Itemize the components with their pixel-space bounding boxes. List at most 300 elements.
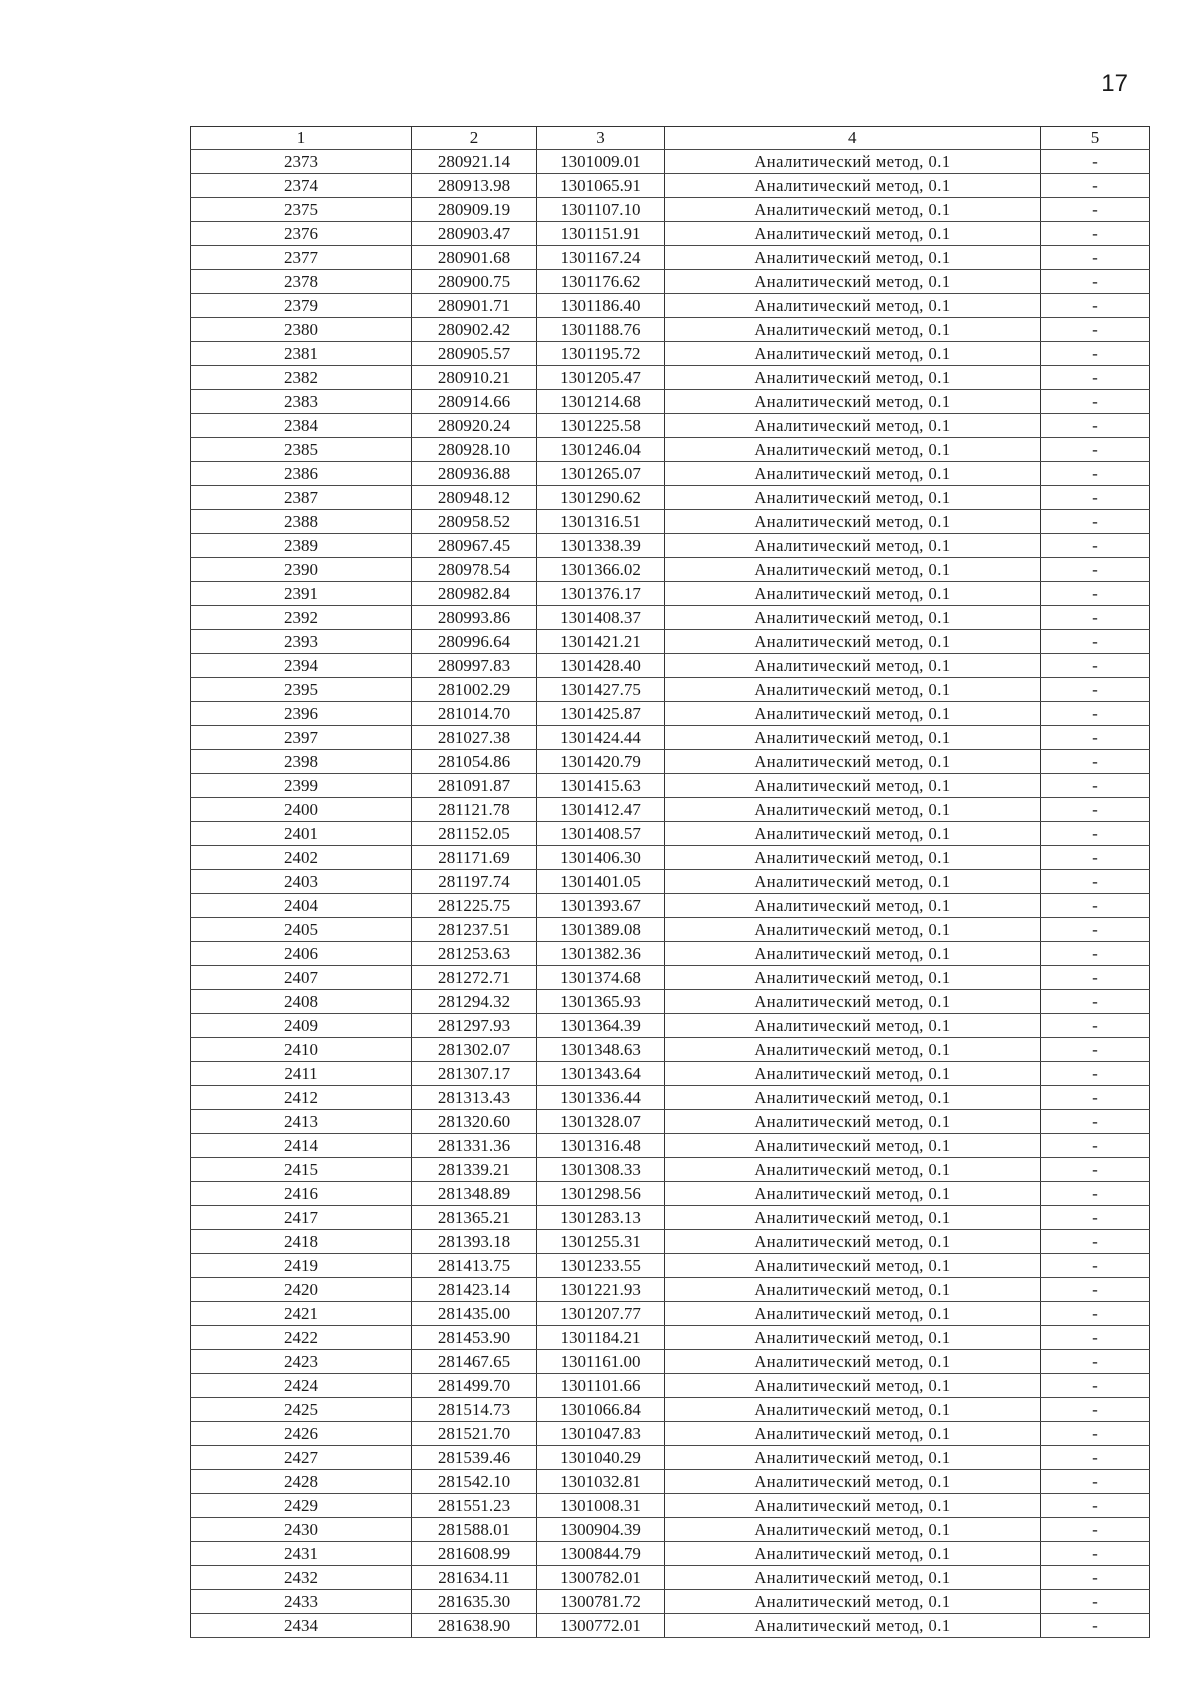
y-coordinate-cell: 1301008.31 (537, 1494, 665, 1518)
method-cell: Аналитический метод, 0.1 (665, 1422, 1041, 1446)
note-cell: - (1041, 1374, 1150, 1398)
method-cell: Аналитический метод, 0.1 (665, 774, 1041, 798)
method-cell: Аналитический метод, 0.1 (665, 1062, 1041, 1086)
coordinates-table (190, 126, 1150, 1638)
y-coordinate-cell: 1301151.91 (537, 222, 665, 246)
table-body (191, 150, 1150, 1638)
x-coordinate-cell: 281551.23 (412, 1494, 537, 1518)
x-coordinate-cell: 281237.51 (412, 918, 537, 942)
table-row (191, 1614, 1150, 1638)
method-cell: Аналитический метод, 0.1 (665, 150, 1041, 174)
point-number-cell: 2392 (191, 606, 412, 630)
note-cell: - (1041, 390, 1150, 414)
method-cell: Аналитический метод, 0.1 (665, 1326, 1041, 1350)
table-row (191, 1134, 1150, 1158)
note-cell: - (1041, 726, 1150, 750)
point-number-cell: 2400 (191, 798, 412, 822)
x-coordinate-cell: 280910.21 (412, 366, 537, 390)
point-number-cell: 2402 (191, 846, 412, 870)
x-coordinate-cell: 281313.43 (412, 1086, 537, 1110)
y-coordinate-cell: 1301365.93 (537, 990, 665, 1014)
note-cell: - (1041, 1614, 1150, 1638)
y-coordinate-cell: 1301374.68 (537, 966, 665, 990)
method-cell: Аналитический метод, 0.1 (665, 438, 1041, 462)
point-number-cell: 2390 (191, 558, 412, 582)
y-coordinate-cell: 1301047.83 (537, 1422, 665, 1446)
note-cell: - (1041, 870, 1150, 894)
point-number-cell: 2433 (191, 1590, 412, 1614)
method-cell: Аналитический метод, 0.1 (665, 678, 1041, 702)
method-cell: Аналитический метод, 0.1 (665, 1278, 1041, 1302)
x-coordinate-cell: 281320.60 (412, 1110, 537, 1134)
y-coordinate-cell: 1301343.64 (537, 1062, 665, 1086)
y-coordinate-cell: 1301338.39 (537, 534, 665, 558)
y-coordinate-cell: 1301393.67 (537, 894, 665, 918)
x-coordinate-cell: 281171.69 (412, 846, 537, 870)
table-row (191, 1470, 1150, 1494)
x-coordinate-cell: 281413.75 (412, 1254, 537, 1278)
method-cell: Аналитический метод, 0.1 (665, 702, 1041, 726)
point-number-cell: 2411 (191, 1062, 412, 1086)
x-coordinate-cell: 280900.75 (412, 270, 537, 294)
note-cell: - (1041, 510, 1150, 534)
note-cell: - (1041, 1230, 1150, 1254)
note-cell: - (1041, 630, 1150, 654)
table-row (191, 654, 1150, 678)
x-coordinate-cell: 281365.21 (412, 1206, 537, 1230)
method-cell: Аналитический метод, 0.1 (665, 534, 1041, 558)
table-row (191, 534, 1150, 558)
table-row (191, 1158, 1150, 1182)
x-coordinate-cell: 280914.66 (412, 390, 537, 414)
point-number-cell: 2382 (191, 366, 412, 390)
y-coordinate-cell: 1301221.93 (537, 1278, 665, 1302)
note-cell: - (1041, 1470, 1150, 1494)
note-cell: - (1041, 1086, 1150, 1110)
method-cell: Аналитический метод, 0.1 (665, 1230, 1041, 1254)
x-coordinate-cell: 280958.52 (412, 510, 537, 534)
note-cell: - (1041, 798, 1150, 822)
point-number-cell: 2396 (191, 702, 412, 726)
y-coordinate-cell: 1301188.76 (537, 318, 665, 342)
point-number-cell: 2401 (191, 822, 412, 846)
method-cell: Аналитический метод, 0.1 (665, 1398, 1041, 1422)
x-coordinate-cell: 281608.99 (412, 1542, 537, 1566)
method-cell: Аналитический метод, 0.1 (665, 942, 1041, 966)
point-number-cell: 2422 (191, 1326, 412, 1350)
note-cell: - (1041, 846, 1150, 870)
table-row (191, 774, 1150, 798)
method-cell: Аналитический метод, 0.1 (665, 1134, 1041, 1158)
table-row (191, 558, 1150, 582)
x-coordinate-cell: 281521.70 (412, 1422, 537, 1446)
y-coordinate-cell: 1301406.30 (537, 846, 665, 870)
x-coordinate-cell: 280967.45 (412, 534, 537, 558)
point-number-cell: 2414 (191, 1134, 412, 1158)
point-number-cell: 2408 (191, 990, 412, 1014)
point-number-cell: 2417 (191, 1206, 412, 1230)
table-row (191, 630, 1150, 654)
table-row (191, 1422, 1150, 1446)
x-coordinate-cell: 281393.18 (412, 1230, 537, 1254)
y-coordinate-cell: 1301265.07 (537, 462, 665, 486)
column-header-4: 4 (665, 127, 1041, 150)
method-cell: Аналитический метод, 0.1 (665, 750, 1041, 774)
y-coordinate-cell: 1301233.55 (537, 1254, 665, 1278)
point-number-cell: 2416 (191, 1182, 412, 1206)
method-cell: Аналитический метод, 0.1 (665, 894, 1041, 918)
point-number-cell: 2398 (191, 750, 412, 774)
table-row (191, 1038, 1150, 1062)
x-coordinate-cell: 281348.89 (412, 1182, 537, 1206)
table-row (191, 726, 1150, 750)
point-number-cell: 2423 (191, 1350, 412, 1374)
point-number-cell: 2388 (191, 510, 412, 534)
note-cell: - (1041, 1110, 1150, 1134)
point-number-cell: 2418 (191, 1230, 412, 1254)
y-coordinate-cell: 1301032.81 (537, 1470, 665, 1494)
point-number-cell: 2421 (191, 1302, 412, 1326)
x-coordinate-cell: 280913.98 (412, 174, 537, 198)
method-cell: Аналитический метод, 0.1 (665, 582, 1041, 606)
x-coordinate-cell: 281014.70 (412, 702, 537, 726)
point-number-cell: 2391 (191, 582, 412, 606)
note-cell: - (1041, 1494, 1150, 1518)
y-coordinate-cell: 1301161.00 (537, 1350, 665, 1374)
note-cell: - (1041, 366, 1150, 390)
y-coordinate-cell: 1301376.17 (537, 582, 665, 606)
note-cell: - (1041, 1278, 1150, 1302)
x-coordinate-cell: 280948.12 (412, 486, 537, 510)
method-cell: Аналитический метод, 0.1 (665, 1446, 1041, 1470)
table-row (191, 606, 1150, 630)
y-coordinate-cell: 1301107.10 (537, 198, 665, 222)
note-cell: - (1041, 1014, 1150, 1038)
method-cell: Аналитический метод, 0.1 (665, 846, 1041, 870)
point-number-cell: 2393 (191, 630, 412, 654)
note-cell: - (1041, 894, 1150, 918)
point-number-cell: 2406 (191, 942, 412, 966)
x-coordinate-cell: 281302.07 (412, 1038, 537, 1062)
x-coordinate-cell: 280901.68 (412, 246, 537, 270)
table-row (191, 366, 1150, 390)
x-coordinate-cell: 280936.88 (412, 462, 537, 486)
table-row (191, 438, 1150, 462)
table-row (191, 1566, 1150, 1590)
method-cell: Аналитический метод, 0.1 (665, 1086, 1041, 1110)
method-cell: Аналитический метод, 0.1 (665, 1038, 1041, 1062)
note-cell: - (1041, 606, 1150, 630)
table-row (191, 1014, 1150, 1038)
table-row (191, 246, 1150, 270)
point-number-cell: 2383 (191, 390, 412, 414)
table-row (191, 510, 1150, 534)
note-cell: - (1041, 1398, 1150, 1422)
note-cell: - (1041, 198, 1150, 222)
point-number-cell: 2379 (191, 294, 412, 318)
x-coordinate-cell: 280921.14 (412, 150, 537, 174)
x-coordinate-cell: 281635.30 (412, 1590, 537, 1614)
table-row (191, 822, 1150, 846)
note-cell: - (1041, 558, 1150, 582)
table-row (191, 894, 1150, 918)
y-coordinate-cell: 1301328.07 (537, 1110, 665, 1134)
method-cell: Аналитический метод, 0.1 (665, 1014, 1041, 1038)
note-cell: - (1041, 1134, 1150, 1158)
y-coordinate-cell: 1301184.21 (537, 1326, 665, 1350)
note-cell: - (1041, 414, 1150, 438)
table-row (191, 150, 1150, 174)
column-header-2: 2 (412, 127, 537, 150)
method-cell: Аналитический метод, 0.1 (665, 630, 1041, 654)
table-row (191, 342, 1150, 366)
y-coordinate-cell: 1301421.21 (537, 630, 665, 654)
table-row (191, 1086, 1150, 1110)
y-coordinate-cell: 1301290.62 (537, 486, 665, 510)
table-row (191, 294, 1150, 318)
y-coordinate-cell: 1301336.44 (537, 1086, 665, 1110)
y-coordinate-cell: 1301255.31 (537, 1230, 665, 1254)
note-cell: - (1041, 438, 1150, 462)
note-cell: - (1041, 1038, 1150, 1062)
method-cell: Аналитический метод, 0.1 (665, 510, 1041, 534)
table-row (191, 750, 1150, 774)
point-number-cell: 2381 (191, 342, 412, 366)
x-coordinate-cell: 281467.65 (412, 1350, 537, 1374)
point-number-cell: 2375 (191, 198, 412, 222)
method-cell: Аналитический метод, 0.1 (665, 1614, 1041, 1638)
y-coordinate-cell: 1301246.04 (537, 438, 665, 462)
table-row (191, 270, 1150, 294)
y-coordinate-cell: 1301214.68 (537, 390, 665, 414)
x-coordinate-cell: 281542.10 (412, 1470, 537, 1494)
x-coordinate-cell: 281307.17 (412, 1062, 537, 1086)
x-coordinate-cell: 281539.46 (412, 1446, 537, 1470)
point-number-cell: 2427 (191, 1446, 412, 1470)
table-row (191, 1230, 1150, 1254)
table-row (191, 1374, 1150, 1398)
y-coordinate-cell: 1301420.79 (537, 750, 665, 774)
y-coordinate-cell: 1301424.44 (537, 726, 665, 750)
x-coordinate-cell: 281499.70 (412, 1374, 537, 1398)
point-number-cell: 2386 (191, 462, 412, 486)
y-coordinate-cell: 1300904.39 (537, 1518, 665, 1542)
table-header (191, 127, 1150, 150)
method-cell: Аналитический метод, 0.1 (665, 870, 1041, 894)
note-cell: - (1041, 1158, 1150, 1182)
y-coordinate-cell: 1301389.08 (537, 918, 665, 942)
note-cell: - (1041, 534, 1150, 558)
point-number-cell: 2432 (191, 1566, 412, 1590)
header-row (191, 127, 1150, 150)
y-coordinate-cell: 1301101.66 (537, 1374, 665, 1398)
point-number-cell: 2434 (191, 1614, 412, 1638)
x-coordinate-cell: 281027.38 (412, 726, 537, 750)
table-row (191, 1494, 1150, 1518)
table-row (191, 1062, 1150, 1086)
method-cell: Аналитический метод, 0.1 (665, 1302, 1041, 1326)
point-number-cell: 2384 (191, 414, 412, 438)
method-cell: Аналитический метод, 0.1 (665, 222, 1041, 246)
x-coordinate-cell: 280928.10 (412, 438, 537, 462)
y-coordinate-cell: 1301382.36 (537, 942, 665, 966)
x-coordinate-cell: 280901.71 (412, 294, 537, 318)
y-coordinate-cell: 1301225.58 (537, 414, 665, 438)
y-coordinate-cell: 1301425.87 (537, 702, 665, 726)
method-cell: Аналитический метод, 0.1 (665, 798, 1041, 822)
table-row (191, 1302, 1150, 1326)
y-coordinate-cell: 1301308.33 (537, 1158, 665, 1182)
point-number-cell: 2424 (191, 1374, 412, 1398)
x-coordinate-cell: 281435.00 (412, 1302, 537, 1326)
table-row (191, 1398, 1150, 1422)
point-number-cell: 2387 (191, 486, 412, 510)
x-coordinate-cell: 281272.71 (412, 966, 537, 990)
y-coordinate-cell: 1301040.29 (537, 1446, 665, 1470)
method-cell: Аналитический метод, 0.1 (665, 1518, 1041, 1542)
x-coordinate-cell: 281331.36 (412, 1134, 537, 1158)
note-cell: - (1041, 270, 1150, 294)
table-row (191, 990, 1150, 1014)
method-cell: Аналитический метод, 0.1 (665, 558, 1041, 582)
note-cell: - (1041, 942, 1150, 966)
method-cell: Аналитический метод, 0.1 (665, 1470, 1041, 1494)
x-coordinate-cell: 281638.90 (412, 1614, 537, 1638)
note-cell: - (1041, 678, 1150, 702)
note-cell: - (1041, 1446, 1150, 1470)
point-number-cell: 2404 (191, 894, 412, 918)
method-cell: Аналитический метод, 0.1 (665, 990, 1041, 1014)
table-row (191, 390, 1150, 414)
method-cell: Аналитический метод, 0.1 (665, 1566, 1041, 1590)
y-coordinate-cell: 1300844.79 (537, 1542, 665, 1566)
point-number-cell: 2409 (191, 1014, 412, 1038)
note-cell: - (1041, 342, 1150, 366)
y-coordinate-cell: 1301408.57 (537, 822, 665, 846)
method-cell: Аналитический метод, 0.1 (665, 342, 1041, 366)
method-cell: Аналитический метод, 0.1 (665, 1110, 1041, 1134)
table-row (191, 918, 1150, 942)
note-cell: - (1041, 1062, 1150, 1086)
table-row (191, 1182, 1150, 1206)
note-cell: - (1041, 1326, 1150, 1350)
note-cell: - (1041, 990, 1150, 1014)
x-coordinate-cell: 281054.86 (412, 750, 537, 774)
x-coordinate-cell: 280903.47 (412, 222, 537, 246)
note-cell: - (1041, 462, 1150, 486)
page-number: 17 (1101, 70, 1128, 97)
note-cell: - (1041, 174, 1150, 198)
x-coordinate-cell: 281152.05 (412, 822, 537, 846)
method-cell: Аналитический метод, 0.1 (665, 246, 1041, 270)
method-cell: Аналитический метод, 0.1 (665, 1158, 1041, 1182)
x-coordinate-cell: 281423.14 (412, 1278, 537, 1302)
point-number-cell: 2431 (191, 1542, 412, 1566)
y-coordinate-cell: 1301401.05 (537, 870, 665, 894)
table-row (191, 1278, 1150, 1302)
y-coordinate-cell: 1301167.24 (537, 246, 665, 270)
table-row (191, 846, 1150, 870)
x-coordinate-cell: 281588.01 (412, 1518, 537, 1542)
table-row (191, 1542, 1150, 1566)
method-cell: Аналитический метод, 0.1 (665, 366, 1041, 390)
y-coordinate-cell: 1301364.39 (537, 1014, 665, 1038)
table-row (191, 1110, 1150, 1134)
method-cell: Аналитический метод, 0.1 (665, 390, 1041, 414)
point-number-cell: 2374 (191, 174, 412, 198)
point-number-cell: 2420 (191, 1278, 412, 1302)
table-row (191, 1350, 1150, 1374)
point-number-cell: 2389 (191, 534, 412, 558)
y-coordinate-cell: 1301176.62 (537, 270, 665, 294)
x-coordinate-cell: 281253.63 (412, 942, 537, 966)
point-number-cell: 2395 (191, 678, 412, 702)
note-cell: - (1041, 918, 1150, 942)
note-cell: - (1041, 966, 1150, 990)
x-coordinate-cell: 281225.75 (412, 894, 537, 918)
method-cell: Аналитический метод, 0.1 (665, 318, 1041, 342)
note-cell: - (1041, 1542, 1150, 1566)
y-coordinate-cell: 1301415.63 (537, 774, 665, 798)
method-cell: Аналитический метод, 0.1 (665, 1494, 1041, 1518)
point-number-cell: 2397 (191, 726, 412, 750)
y-coordinate-cell: 1301205.47 (537, 366, 665, 390)
note-cell: - (1041, 150, 1150, 174)
point-number-cell: 2403 (191, 870, 412, 894)
point-number-cell: 2410 (191, 1038, 412, 1062)
method-cell: Аналитический метод, 0.1 (665, 1206, 1041, 1230)
y-coordinate-cell: 1301428.40 (537, 654, 665, 678)
column-header-3: 3 (537, 127, 665, 150)
point-number-cell: 2405 (191, 918, 412, 942)
x-coordinate-cell: 280905.57 (412, 342, 537, 366)
note-cell: - (1041, 654, 1150, 678)
y-coordinate-cell: 1300781.72 (537, 1590, 665, 1614)
point-number-cell: 2399 (191, 774, 412, 798)
method-cell: Аналитический метод, 0.1 (665, 198, 1041, 222)
point-number-cell: 2377 (191, 246, 412, 270)
note-cell: - (1041, 822, 1150, 846)
y-coordinate-cell: 1301207.77 (537, 1302, 665, 1326)
x-coordinate-cell: 280997.83 (412, 654, 537, 678)
method-cell: Аналитический метод, 0.1 (665, 966, 1041, 990)
x-coordinate-cell: 281453.90 (412, 1326, 537, 1350)
table-row (191, 318, 1150, 342)
note-cell: - (1041, 750, 1150, 774)
table-row (191, 198, 1150, 222)
note-cell: - (1041, 294, 1150, 318)
point-number-cell: 2394 (191, 654, 412, 678)
method-cell: Аналитический метод, 0.1 (665, 174, 1041, 198)
x-coordinate-cell: 281002.29 (412, 678, 537, 702)
method-cell: Аналитический метод, 0.1 (665, 1350, 1041, 1374)
method-cell: Аналитический метод, 0.1 (665, 654, 1041, 678)
column-header-1: 1 (191, 127, 412, 150)
note-cell: - (1041, 486, 1150, 510)
x-coordinate-cell: 281514.73 (412, 1398, 537, 1422)
table-row (191, 942, 1150, 966)
table-row (191, 870, 1150, 894)
y-coordinate-cell: 1301316.48 (537, 1134, 665, 1158)
y-coordinate-cell: 1301316.51 (537, 510, 665, 534)
x-coordinate-cell: 281121.78 (412, 798, 537, 822)
y-coordinate-cell: 1301009.01 (537, 150, 665, 174)
y-coordinate-cell: 1301065.91 (537, 174, 665, 198)
method-cell: Аналитический метод, 0.1 (665, 606, 1041, 630)
note-cell: - (1041, 582, 1150, 606)
point-number-cell: 2413 (191, 1110, 412, 1134)
point-number-cell: 2407 (191, 966, 412, 990)
